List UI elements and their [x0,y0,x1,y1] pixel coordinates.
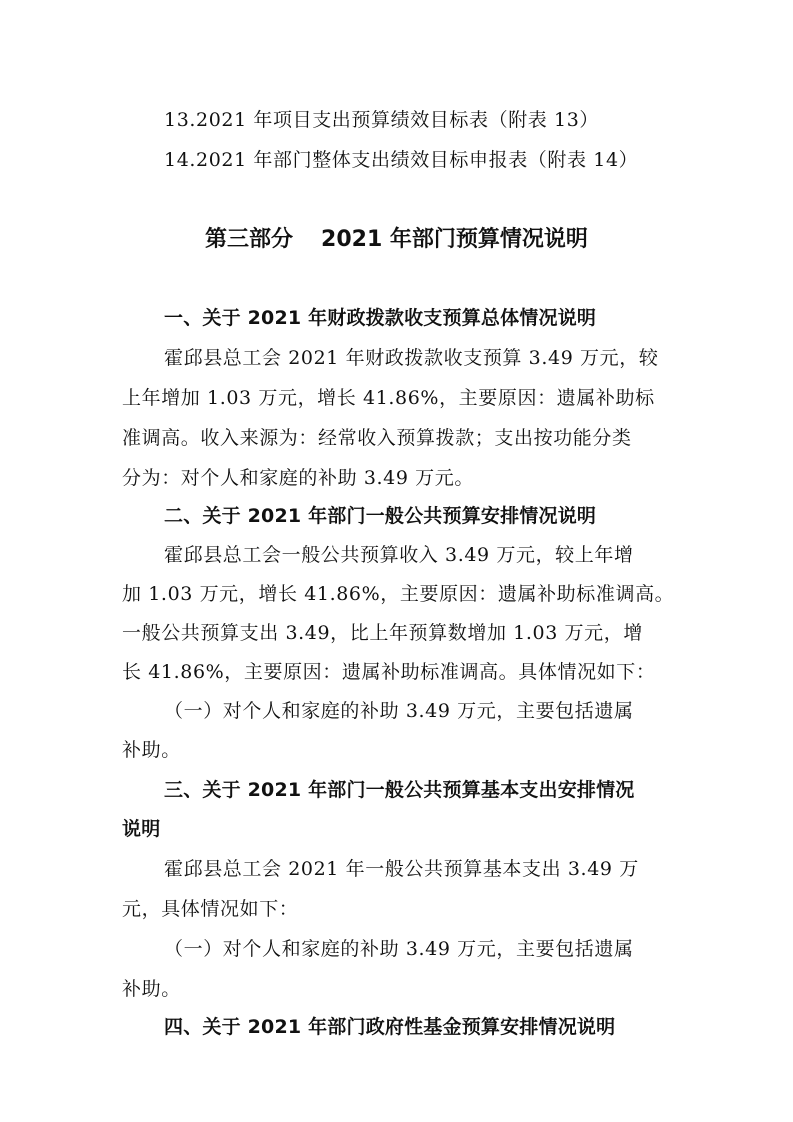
section-1-line-2: 上年增加 1.03 万元，增长 41.86%，主要原因：遗属补助标 [122,387,655,409]
section-3-item-1: （一）对个人和家庭的补助 3.49 万元，主要包括遗属 [164,938,634,960]
section-3-line-2: 元，具体情况如下： [122,898,299,920]
part-title-text: 2021 年部门预算情况说明 [321,227,588,252]
section-2-item-1: （一）对个人和家庭的补助 3.49 万元，主要包括遗属 [164,700,634,722]
part-title-label: 第三部分 [205,227,294,252]
toc-item-14: 14.2021 年部门整体支出绩效目标申报表（附表 14） [164,149,639,171]
section-1-line-1: 霍邱县总工会 2021 年财政拨款收支预算 3.49 万元，较 [164,347,659,369]
section-3-heading-cont: 说明 [122,818,161,840]
section-1-line-3: 准调高。收入来源为：经常收入预算拨款；支出按功能分类 [122,427,632,449]
section-1-heading: 一、关于 2021 年财政拨款收支预算总体情况说明 [164,307,597,329]
section-3-item-1-cont: 补助。 [122,978,181,1000]
section-2-line-1: 霍邱县总工会一般公共预算收入 3.49 万元，较上年增 [164,544,634,566]
section-2-item-1-cont: 补助。 [122,739,181,761]
part-title [205,224,793,256]
section-2-line-4: 长 41.86%，主要原因：遗属补助标准调高。具体情况如下： [122,661,656,683]
toc-item-13: 13.2021 年项目支出预算绩效目标表（附表 13） [164,109,600,131]
section-1-line-4: 分为：对个人和家庭的补助 3.49 万元。 [122,467,474,489]
section-3-heading: 三、关于 2021 年部门一般公共预算基本支出安排情况 [164,779,635,801]
section-2-heading: 二、关于 2021 年部门一般公共预算安排情况说明 [164,505,597,527]
section-3-line-1: 霍邱县总工会 2021 年一般公共预算基本支出 3.49 万 [164,858,639,880]
section-4-heading: 四、关于 2021 年部门政府性基金预算安排情况说明 [164,1016,616,1038]
section-2-line-2: 加 1.03 万元，增长 41.86%，主要原因：遗属补助标准调高。 [122,583,675,605]
section-2-line-3: 一般公共预算支出 3.49，比上年预算数增加 1.03 万元，增 [122,622,643,644]
